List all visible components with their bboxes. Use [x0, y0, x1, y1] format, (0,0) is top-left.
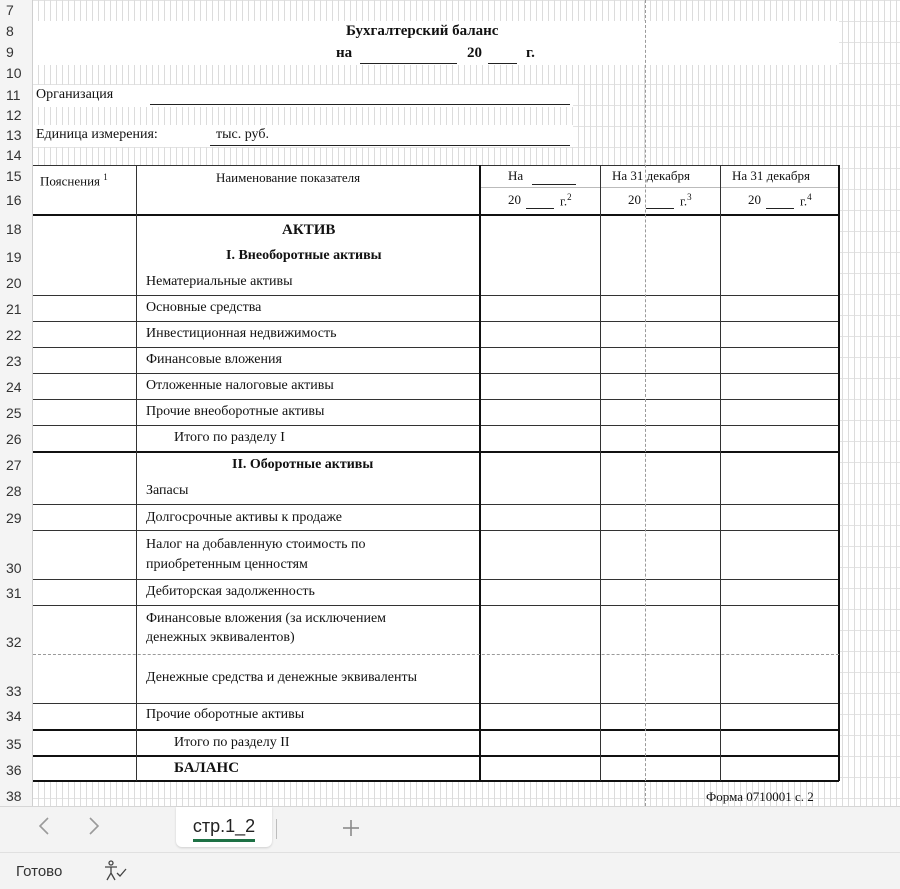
accessibility-icon[interactable]: [102, 859, 128, 883]
row-fin-invest-line2[interactable]: денежных эквивалентов): [146, 630, 295, 645]
header-col3-suffix[interactable]: г.$^4$: [800, 192, 812, 209]
col3-year-line: [766, 208, 794, 209]
status-ready: Готово: [16, 863, 63, 880]
col2-year-line: [646, 208, 674, 209]
row-longterm-for-sale[interactable]: Долгосрочные активы к продаже: [146, 510, 342, 525]
row-headers: [0, 0, 33, 806]
row-number[interactable]: 23: [6, 353, 22, 369]
row-number[interactable]: 35: [6, 736, 22, 752]
header-col3-top[interactable]: На 31 декабря: [732, 168, 811, 183]
chevron-left-icon[interactable]: [30, 815, 58, 843]
row-deferred-tax[interactable]: Отложенные налоговые активы: [146, 378, 334, 393]
row-number[interactable]: 36: [6, 762, 22, 778]
sheet-tab-active[interactable]: [176, 807, 272, 847]
row-number[interactable]: 30: [6, 560, 22, 576]
row-investment-property[interactable]: Инвестиционная недвижимость: [146, 326, 337, 341]
header-col3-year[interactable]: 20: [748, 192, 761, 207]
table-border: [33, 605, 839, 606]
table-border: [136, 165, 137, 781]
row-number[interactable]: 29: [6, 510, 22, 526]
row-number[interactable]: 9: [6, 44, 14, 60]
date-suffix[interactable]: г.: [526, 45, 535, 61]
row-number[interactable]: 12: [6, 107, 22, 123]
row-total-section-1[interactable]: Итого по разделу I: [174, 430, 285, 445]
table-border: [33, 703, 839, 704]
row-number[interactable]: 33: [6, 683, 22, 699]
table-border: [33, 579, 839, 580]
header-col2-top[interactable]: На 31 декабря: [612, 168, 691, 183]
table-border: [33, 451, 839, 453]
row-financial-investments[interactable]: Финансовые вложения: [146, 352, 282, 367]
unit-label[interactable]: Единица измерения:: [36, 127, 158, 142]
sheet-tab-bar: [0, 806, 900, 853]
page-break-horizontal: [33, 654, 839, 655]
table-border: [33, 729, 839, 731]
row-number[interactable]: 18: [6, 221, 22, 237]
row-number[interactable]: 15: [6, 168, 22, 184]
table-border: [720, 165, 721, 781]
row-intangible[interactable]: Нематериальные активы: [146, 274, 293, 289]
row-number[interactable]: 32: [6, 634, 22, 650]
row-number[interactable]: 25: [6, 405, 22, 421]
year-underline: [488, 63, 517, 64]
table-border: [33, 165, 839, 166]
row-number[interactable]: 26: [6, 431, 22, 447]
table-border: [33, 214, 839, 216]
row-balance[interactable]: БАЛАНС: [174, 760, 240, 776]
header-indicator[interactable]: Наименование показателя: [216, 170, 361, 185]
row-number[interactable]: 13: [6, 127, 22, 143]
row-number[interactable]: 27: [6, 457, 22, 473]
table-border: [479, 165, 481, 781]
table-border: [33, 321, 839, 322]
row-number[interactable]: 34: [6, 708, 22, 724]
row-other-current[interactable]: Прочие оборотные активы: [146, 707, 305, 722]
balance-table: [33, 165, 839, 780]
plus-icon[interactable]: [336, 813, 366, 843]
row-number[interactable]: 19: [6, 249, 22, 265]
header-notes[interactable]: Пояснения $^1$: [40, 172, 108, 189]
unit-underline: [210, 145, 570, 146]
org-input-line[interactable]: [150, 104, 570, 105]
table-border: [600, 165, 601, 781]
row-number[interactable]: 16: [6, 192, 22, 208]
table-border: [33, 780, 839, 782]
org-label[interactable]: Организация: [36, 87, 114, 102]
row-number[interactable]: 8: [6, 23, 14, 39]
sheet-tab-label: стр.1_2: [193, 816, 255, 842]
header-col2-year[interactable]: 20: [628, 192, 641, 207]
section-aktiv[interactable]: АКТИВ: [282, 222, 336, 238]
header-col1-top[interactable]: На: [508, 168, 524, 183]
table-border: [480, 187, 839, 188]
row-fin-invest-line1[interactable]: Финансовые вложения (за исключением: [146, 611, 387, 626]
row-number[interactable]: 7: [6, 2, 14, 18]
table-border: [33, 399, 839, 400]
header-col1-suffix[interactable]: г.$^2$: [560, 192, 572, 209]
section-current[interactable]: II. Оборотные активы: [232, 457, 374, 472]
table-border: [33, 295, 839, 296]
table-border: [33, 755, 839, 757]
table-border: [33, 373, 839, 374]
row-cash[interactable]: Денежные средства и денежные эквиваленты: [146, 670, 417, 685]
row-total-section-2[interactable]: Итого по разделу II: [174, 735, 290, 750]
row-number[interactable]: 10: [6, 65, 22, 81]
row-number[interactable]: 22: [6, 327, 22, 343]
unit-value[interactable]: тыс. руб.: [216, 127, 269, 142]
row-receivables[interactable]: Дебиторская задолженность: [146, 584, 315, 599]
document-title[interactable]: Бухгалтерский баланс: [346, 23, 499, 39]
status-bar: [0, 852, 900, 889]
col1-date-line: [532, 184, 576, 185]
table-border: [33, 425, 839, 426]
row-number[interactable]: 14: [6, 147, 22, 163]
table-border: [33, 530, 839, 531]
row-number[interactable]: 28: [6, 483, 22, 499]
header-col1-year[interactable]: 20: [508, 192, 521, 207]
section-noncurrent[interactable]: I. Внеоборотные активы: [226, 248, 382, 263]
row-number[interactable]: 11: [6, 87, 21, 103]
row-other-noncurrent[interactable]: Прочие внеоборотные активы: [146, 404, 325, 419]
chevron-right-icon[interactable]: [80, 815, 108, 843]
table-border: [838, 165, 840, 781]
date-underline: [360, 63, 457, 64]
date-year[interactable]: 20: [467, 45, 482, 61]
row-inventory[interactable]: Запасы: [146, 483, 189, 498]
row-vat-line1[interactable]: Налог на добавленную стоимость по: [146, 537, 366, 552]
row-number[interactable]: 21: [6, 301, 22, 317]
table-border: [33, 504, 839, 505]
row-fixed-assets[interactable]: Основные средства: [146, 300, 262, 315]
row-number[interactable]: 20: [6, 275, 22, 291]
page-break-vertical: [645, 0, 646, 806]
date-prefix[interactable]: на: [336, 45, 353, 61]
tab-divider: [276, 819, 277, 839]
form-code[interactable]: Форма 0710001 с. 2: [706, 789, 814, 804]
row-number[interactable]: 31: [6, 585, 22, 601]
row-number[interactable]: 38: [6, 788, 22, 804]
col1-year-line: [526, 208, 554, 209]
row-number[interactable]: 24: [6, 379, 22, 395]
header-col2-suffix[interactable]: г.$^3$: [680, 192, 692, 209]
table-border: [33, 347, 839, 348]
row-vat-line2[interactable]: приобретенным ценностям: [146, 557, 308, 572]
